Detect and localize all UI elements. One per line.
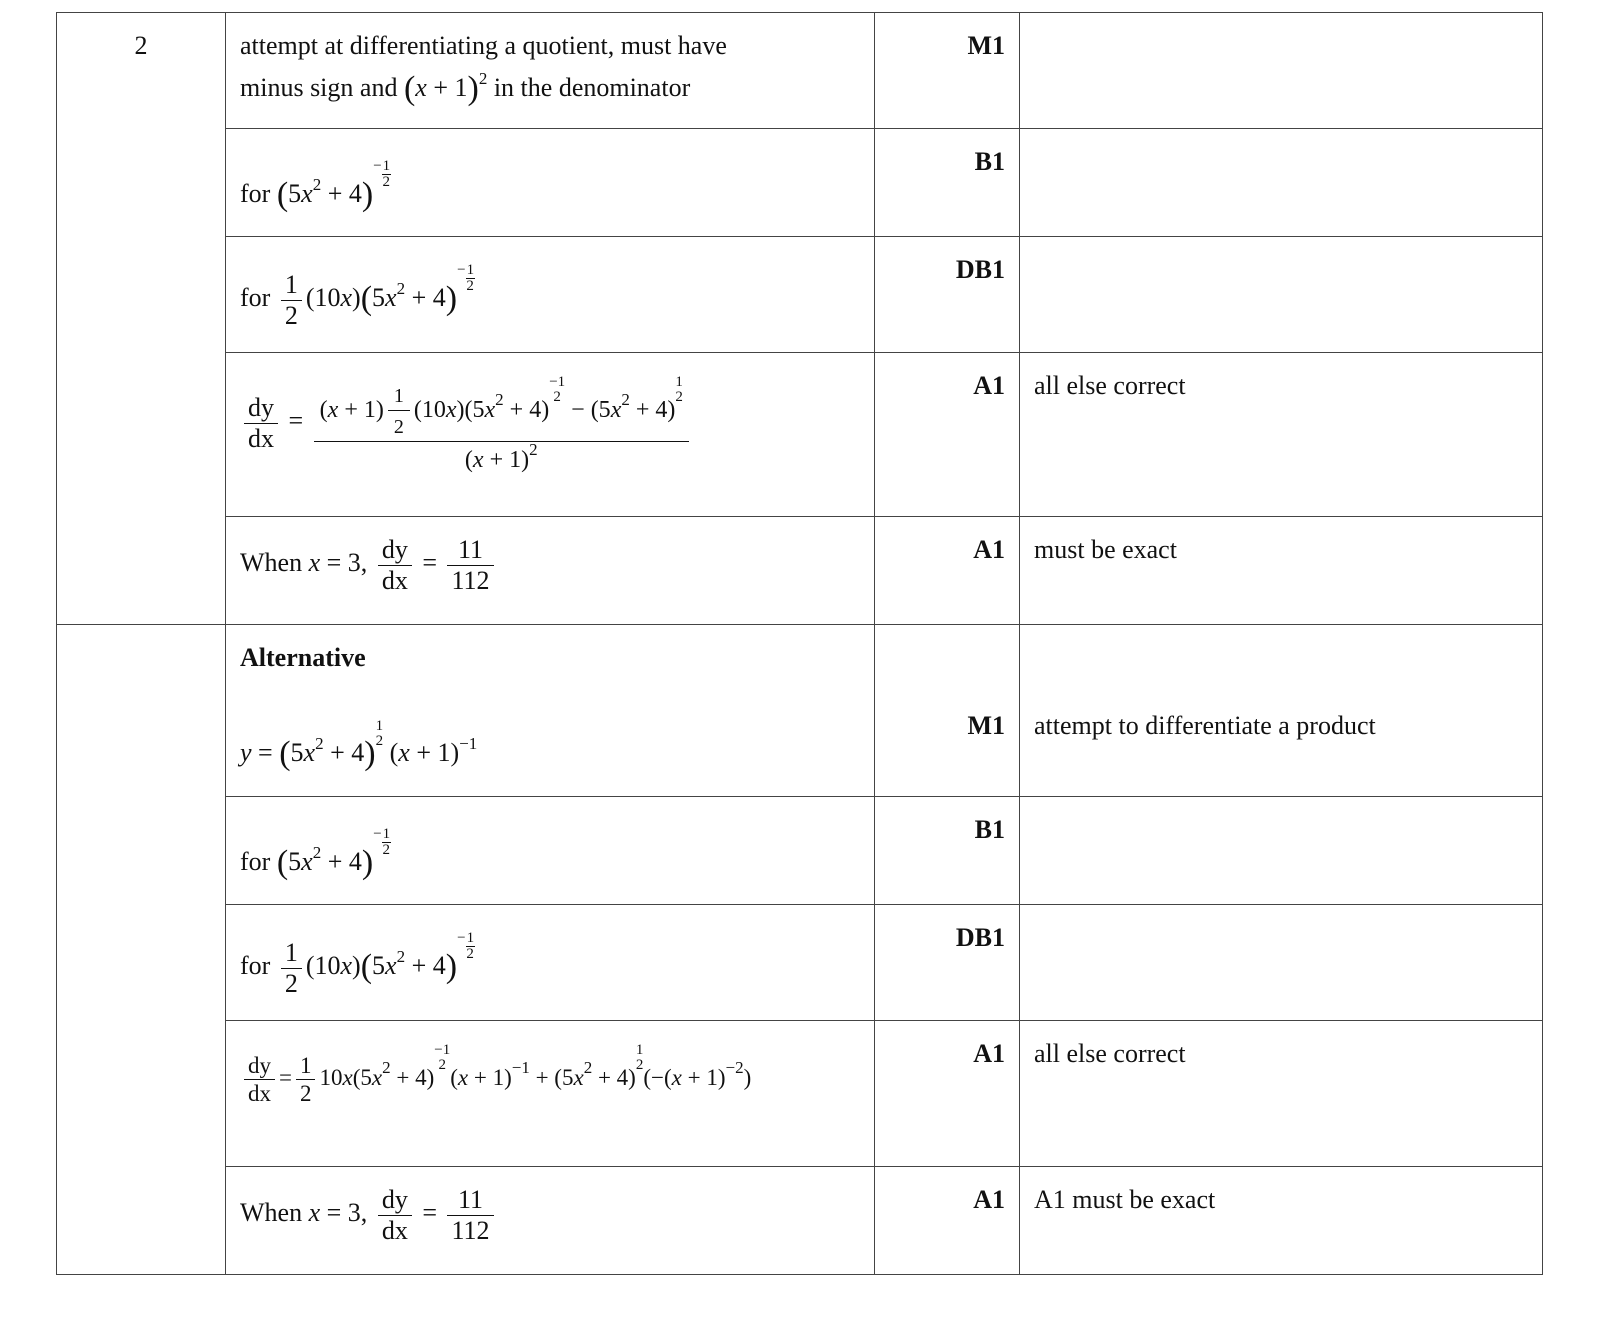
mark-cell: A1 [875,517,1020,625]
answer-cell [226,625,875,797]
math-expression: $(5x^2 + 4)-1$ 2 [276,158,391,213]
math-expression: $(x + 1)^2$ [403,69,488,107]
mark-scheme-table [56,12,1543,1275]
mark-cell: DB1 [875,905,1020,1021]
guidance-cell: all else correct [1020,1021,1543,1167]
answer-cell: for $(5x^2 + 4)-1$ 2 [226,129,875,237]
mark-cell: B1 [875,797,1020,905]
guidance-cell: attempt to differentiate a product [1020,625,1543,797]
answer-cell: for $(5x^2 + 4)-1$ 2 [226,797,875,905]
answer-cell [226,517,875,625]
answer-cell: for $\frac{1}{2}$ $(10x)(5x^2 + 4)-1$ 2 [226,905,875,1021]
guidance-cell [1020,797,1543,905]
table-row [57,797,1543,905]
answer-text: minus sign and $(x + 1)^2$ in the denominator [240,69,691,107]
table-row [57,353,1543,517]
math-expression: When x = 3, $\frac{dy}{dx}$ = $\frac{11}{112}$ [240,548,498,577]
table-row [57,905,1543,1021]
answer-cell: for $\frac{1}{2}$ $(10x)(5x^2 + 4)-1$ 2 [226,237,875,353]
table-row [57,1167,1543,1275]
question-number-cell [57,625,226,1275]
mark-cell: M1 [875,13,1020,129]
guidance-cell [1020,905,1543,1021]
guidance-cell: A1 must be exact [1020,1167,1543,1275]
question-number-cell [57,13,226,625]
guidance-cell [1020,129,1543,237]
alternative-heading: Alternative [240,643,366,672]
table-row [57,1021,1543,1167]
answer-cell [226,353,875,517]
table-row [57,129,1543,237]
table-row [57,237,1543,353]
mark-cell: A1 [875,353,1020,517]
table-row [57,13,1543,129]
mark-cell: M1 [875,625,1020,797]
math-expression: $y = (5x^2 + 4)1$ 2 $(x + 1)^{-1}$ [240,718,478,772]
guidance-cell: must be exact [1020,517,1543,625]
answer-cell [226,1021,875,1167]
answer-cell [226,13,875,129]
guidance-cell [1020,13,1543,129]
mark-cell: A1 [875,1167,1020,1275]
mark-cell: DB1 [875,237,1020,353]
math-expression: $\frac{dy}{dx}$ = (x + 1) $\frac{1}{2}$ $(10x)(5x^2 + 4)-1$ $2 - (5x^2 + 4)1$ 2 $(x + 1)^2$ [240,406,693,435]
math-expression: $(5x^2 + 4)-1$ 2 [276,826,391,881]
answer-cell [226,1167,875,1275]
guidance-cell [1020,237,1543,353]
math-expression: When x = 3, $\frac{dy}{dx}$ = $\frac{11}{112}$ [240,1198,498,1227]
mark-cell: A1 [875,1021,1020,1167]
math-expression: $\frac{1}{2}$ $(10x)(5x^2 + 4)-1$ 2 [277,283,475,312]
table-row [57,625,1543,797]
guidance-cell: all else correct [1020,353,1543,517]
table-row [57,517,1543,625]
answer-text: attempt at differentiating a quotient, must have [240,31,727,60]
question-number: 2 [134,31,148,60]
mark-cell: B1 [875,129,1020,237]
math-expression: $\frac{1}{2}$ $(10x)(5x^2 + 4)-1$ 2 [277,951,475,980]
math-expression: $\frac{dy}{dx}$ = $\frac{1}{2}$ $10x(5x^2 + 4)-1$ 2 $(x + 1)^{-1} + (5x^2 + 4)1$ $2(-(x + 1)^{-2})$ [240,1065,751,1090]
